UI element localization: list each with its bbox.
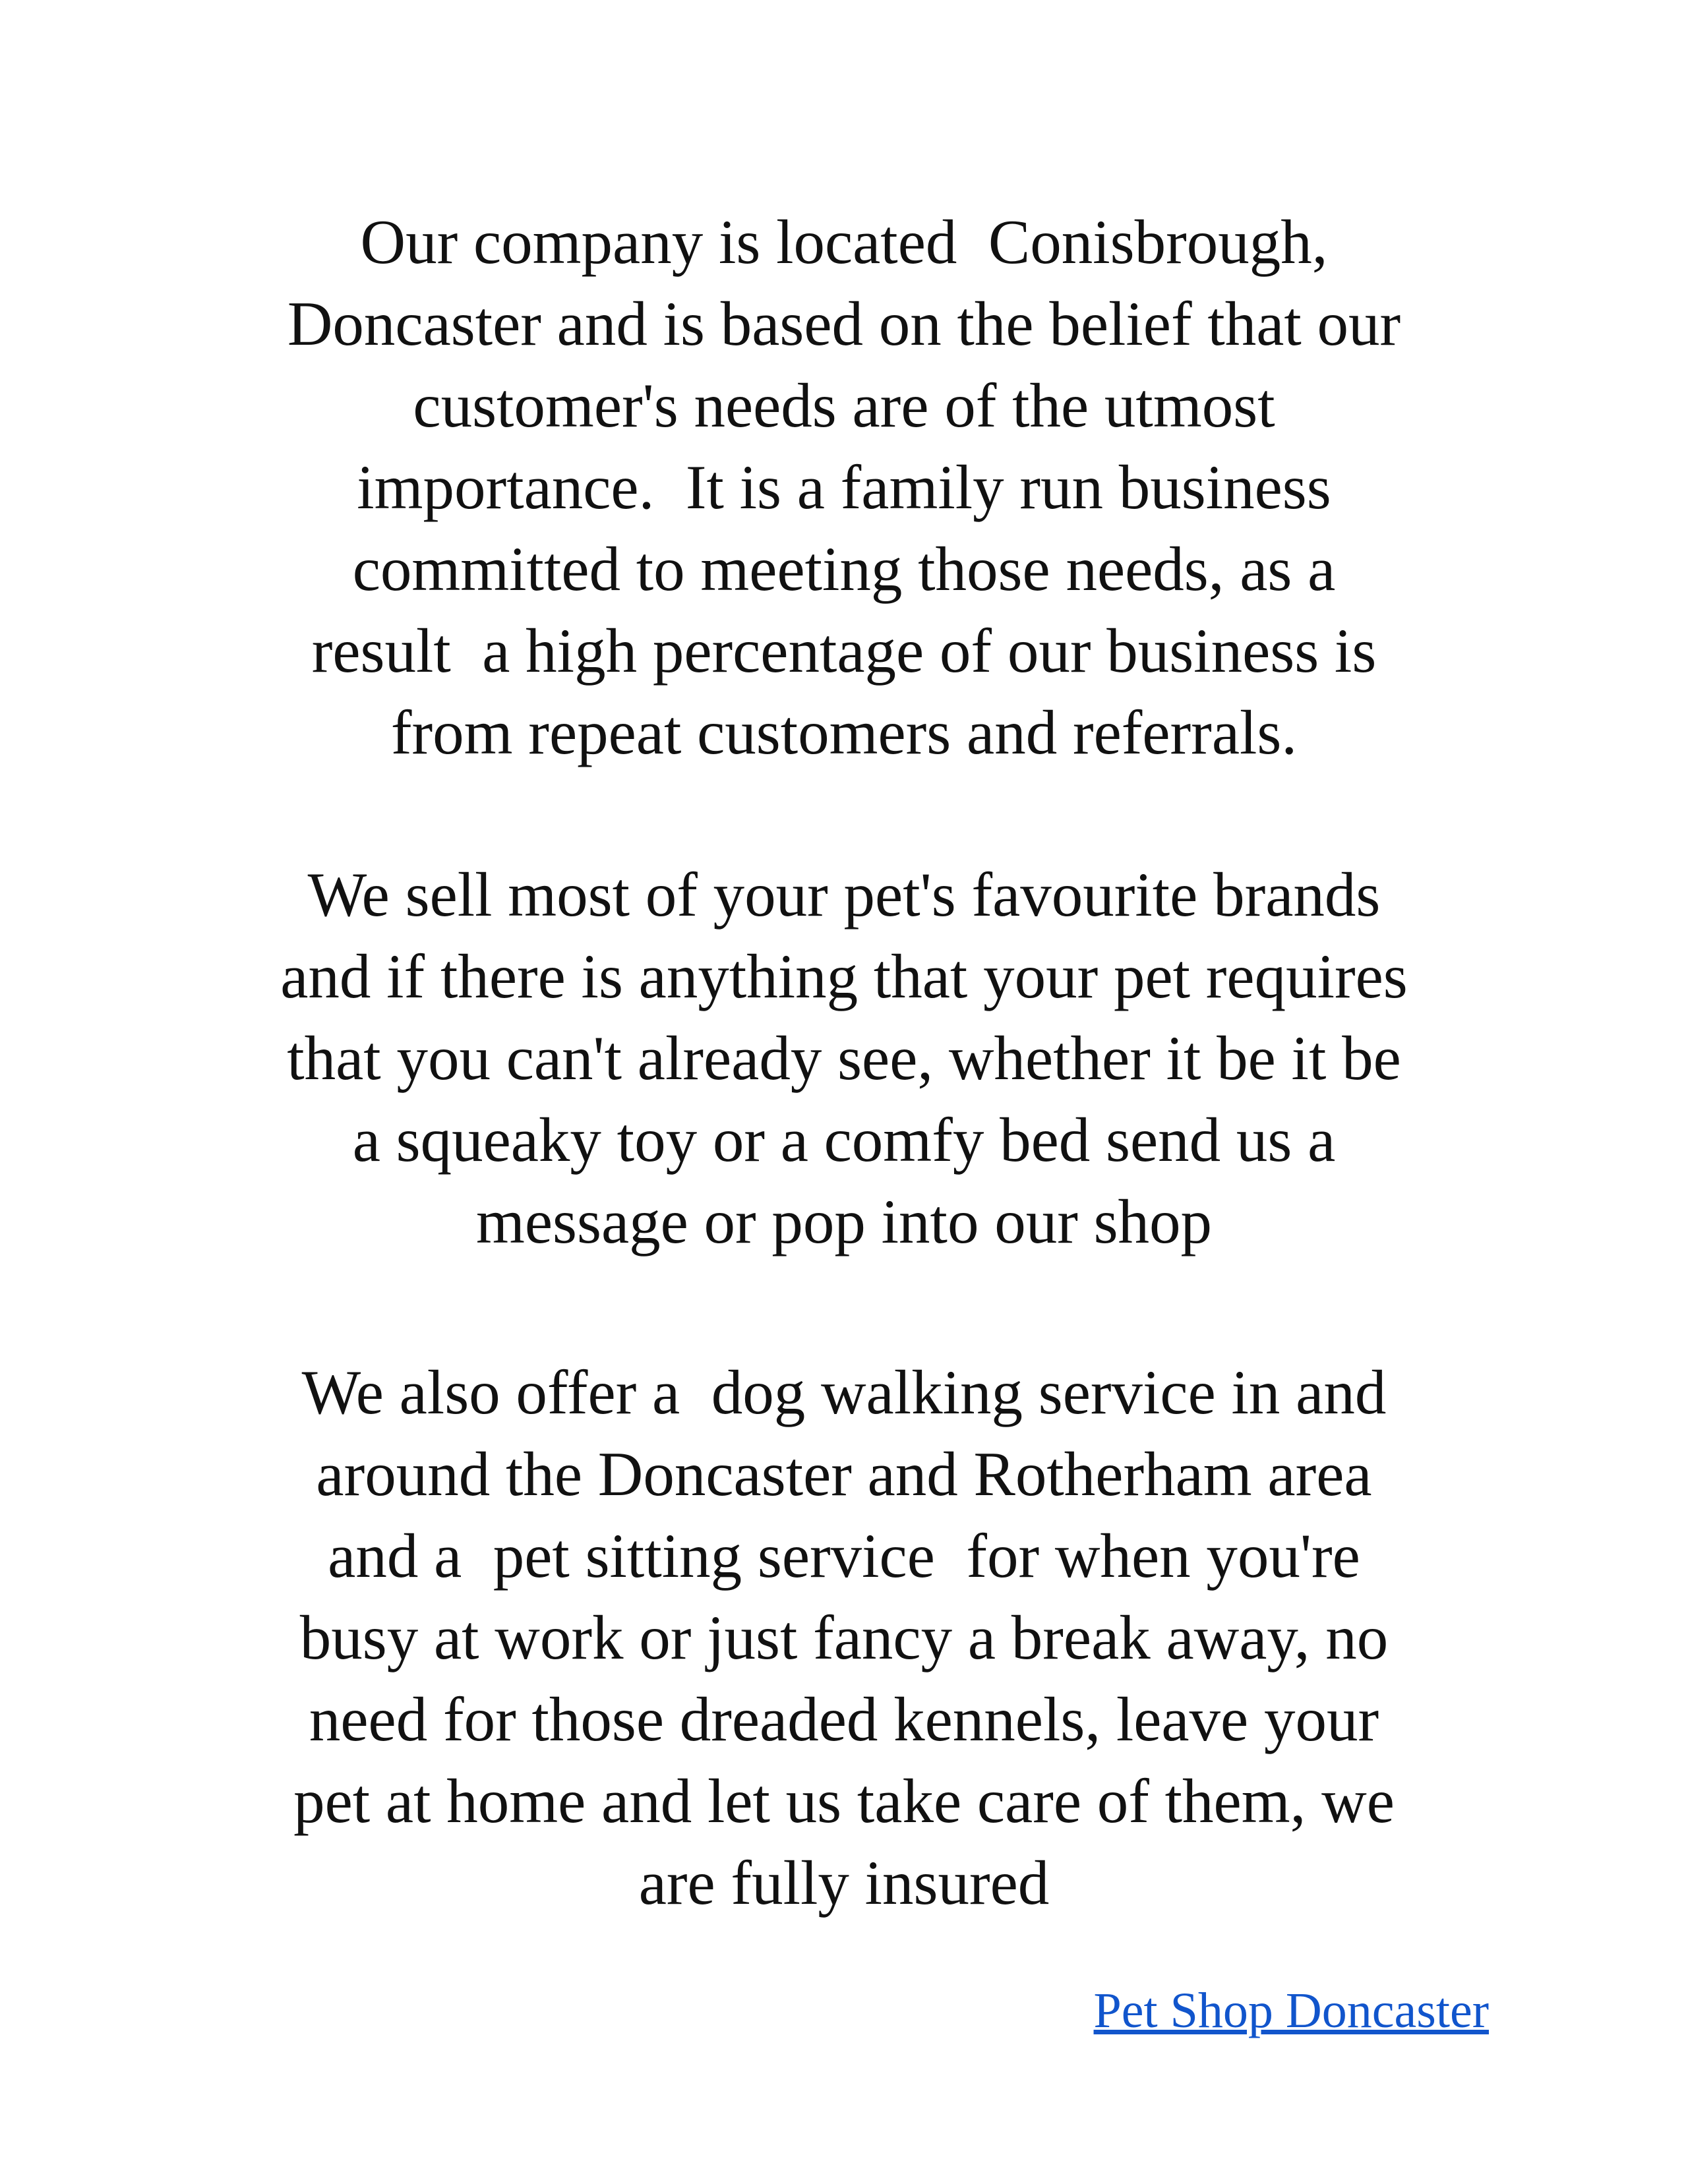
paragraph-services: We also offer a dog walking service in and around the Doncaster and Rotherham area and a pet sitting service for when you're busy at work or just fancy a break away, no need for those dreaded kennels, leave your pet at home and let us take care of them, we are fully insured <box>293 1357 1395 1918</box>
paragraph-brands: We sell most of your pet's favourite brands and if there is anything that your pet requires that you can't already see, whether it be it be a squeaky toy or a comfy bed send us a message or pop into our shop <box>280 860 1408 1256</box>
pet-shop-doncaster-link[interactable]: Pet Shop Doncaster <box>1093 1983 1489 2038</box>
paragraph-company-intro: Our company is located Conisbrough, Doncaster and is based on the belief that our customer's needs are of the utmost importance. It is a family run business committed to meeting those needs, as a result a high percentage of our business is from repeat customers and referrals. <box>287 207 1401 767</box>
